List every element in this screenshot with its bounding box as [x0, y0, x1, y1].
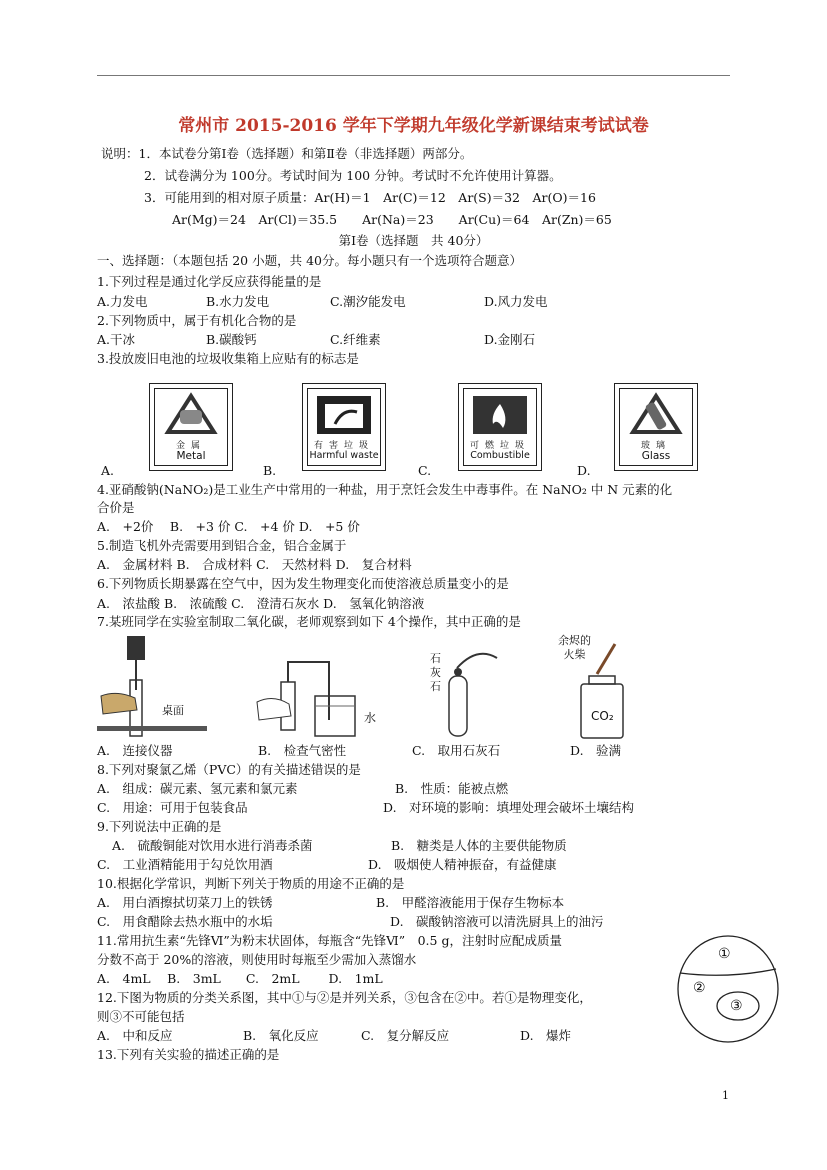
q2-option-b: B.碳酸钙: [206, 332, 257, 347]
q5-options: A. 金属材料 B. 合成材料 C. 天然材料 D. 复合材料: [97, 557, 412, 572]
q2-stem: 2.下列物质中，属于有机化合物的是: [97, 313, 297, 328]
q6-stem: 6.下列物质长期暴露在空气中，因为发生物理变化而使溶液总质量变小的是: [97, 576, 509, 591]
q7-option-b: B. 检查气密性: [258, 743, 347, 758]
figure-take-limestone: [449, 654, 497, 736]
exam-title: 常州市 2015-2016 学年下学期九年级化学新课结束考试试卷: [178, 116, 649, 136]
q3-letter-d: D.: [577, 463, 591, 478]
q2-option-c: C.纤维素: [330, 332, 381, 347]
q3-stem: 3.投放废旧电池的垃圾收集箱上应贴有的标志是: [97, 351, 359, 366]
sign-glass: [614, 383, 698, 471]
sign-combustible-cn: 可燃垃圾: [469, 441, 530, 451]
q5-stem: 5.制造飞机外壳需要用到铝合金，铝合金属于: [97, 538, 347, 553]
circle-label-3: ③: [730, 998, 743, 1014]
q7-option-c: C. 取用石灰石: [412, 743, 501, 758]
q3-letter-a: A.: [101, 463, 115, 478]
q7-option-d: D. 验满: [570, 743, 622, 758]
q4-options: A. +2价 B. +3 价 C. +4 价 D. +5 价: [97, 519, 360, 534]
q1-option-d: D.风力发电: [484, 294, 548, 309]
q10-option-d: D. 碳酸钠溶液可以清洗厨具上的油污: [390, 914, 604, 929]
q8-option-d: D. 对环境的影响：填埋处理会破坏土壤结构: [383, 800, 635, 815]
q12-option-c: C. 复分解反应: [361, 1028, 450, 1043]
note-4: Ar(Mg)＝24 Ar(Cl)＝35.5 Ar(Na)＝23 Ar(Cu)＝64 Ar(Zn)＝65: [172, 212, 612, 227]
q10-option-a: A. 用白酒擦拭切菜刀上的铁锈: [97, 895, 273, 910]
circle-label-1: ①: [718, 946, 731, 962]
q10-option-c: C. 用食醋除去热水瓶中的水垢: [97, 914, 273, 929]
note-3: 3．可能用到的相对原子质量：Ar(H)＝1 Ar(C)＝12 Ar(S)＝32 Ar(O)＝16: [144, 190, 596, 205]
q1-option-b: B.水力发电: [206, 294, 270, 309]
q12-line1: 12.下图为物质的分类关系图，其中①与②是并列关系，③包含在②中。若①是物理变化，: [97, 990, 592, 1005]
q3-letter-c: C.: [418, 463, 432, 478]
section-intro: 一、选择题：（本题包括 20 小题，共 40分。每小题只有一个选项符合题意）: [97, 253, 522, 268]
q2-option-d: D.金刚石: [484, 332, 536, 347]
recycle-metal-icon: [150, 384, 232, 440]
figure-connect-apparatus: [97, 636, 207, 736]
sign-harmful: [302, 383, 386, 471]
sign-metal-en: Metal: [176, 450, 206, 462]
sign-harmful-en: Harmful waste: [309, 450, 379, 461]
q7-stem: 7.某班同学在实验室制取二氧化碳，老师观察到如下 4个操作，其中正确的是: [97, 614, 521, 629]
q4-line1: 4.亚硝酸钠(NaNO₂)是工业生产中常用的一种盐，用于烹饪会发生中毒事件。在 NaNO₂ 中 N 元素的化: [97, 482, 673, 497]
q7-label-splint: 余烬的 火柴: [558, 634, 591, 661]
q2-option-a: A.干冰: [97, 332, 136, 347]
q12-option-a: A. 中和反应: [97, 1028, 173, 1043]
q7-label-desk: 桌面: [162, 704, 184, 717]
q1-option-c: C.潮汐能发电: [330, 294, 406, 309]
header-rule: [97, 75, 730, 76]
q10-option-b: B. 甲醛溶液能用于保存生物标本: [376, 895, 565, 910]
recycle-glass-icon: [615, 384, 697, 440]
sign-combustible: [458, 383, 542, 471]
q11-line1: 11.常用抗生素“先锋Ⅵ”为粉末状固体，每瓶含“先锋Ⅵ” 0.5 g，注射时应配成质量: [97, 933, 562, 948]
q11-options: A. 4mL B. 3mL C. 2mL D. 1mL: [97, 971, 383, 986]
q8-stem: 8.下列对聚氯乙烯（PVC）的有关描述错误的是: [97, 762, 361, 777]
q7-label-co2: CO₂: [591, 709, 614, 723]
q1-stem: 1.下列过程是通过化学反应获得能量的是: [97, 274, 322, 289]
page-number: 1: [722, 1089, 729, 1102]
q10-stem: 10.根据化学常识，判断下列关于物质的用途不正确的是: [97, 876, 405, 891]
q13-stem: 13.下列有关实验的描述正确的是: [97, 1047, 280, 1062]
q12-line2: 则③不可能包括: [97, 1009, 185, 1024]
q9-option-d: D. 吸烟使人精神振奋，有益健康: [368, 857, 557, 872]
sign-glass-en: Glass: [641, 450, 671, 462]
q6-options: A. 浓盐酸 B. 浓硫酸 C. 澄清石灰水 D. 氢氧化钠溶液: [97, 596, 425, 611]
q4-line2: 合价是: [97, 500, 135, 515]
q12-option-b: B. 氧化反应: [243, 1028, 319, 1043]
note-1: 说明：1．本试卷分第Ⅰ卷（选择题）和第Ⅱ卷（非选择题）两部分。: [101, 146, 473, 161]
section-title: 第Ⅰ卷（选择题 共 40分）: [338, 233, 489, 248]
combustible-waste-icon: [459, 384, 541, 440]
q3-letter-b: B.: [263, 463, 277, 478]
q11-line2: 分数不高于 20%的溶液，则使用时每瓶至少需加入蒸馏水: [97, 952, 417, 967]
q1-option-a: A.力发电: [97, 294, 148, 309]
sign-glass-cn: 玻璃: [640, 441, 671, 451]
q9-option-c: C. 工业酒精能用于勾兑饮用酒: [97, 857, 273, 872]
q12-option-d: D. 爆炸: [520, 1028, 572, 1043]
q8-option-c: C. 用途：可用于包装食品: [97, 800, 248, 815]
q8-option-b: B. 性质：能被点燃: [395, 781, 509, 796]
sign-metal: [149, 383, 233, 471]
harmful-waste-icon: [303, 384, 385, 440]
q9-option-b: B. 糖类是人体的主要供能物质: [391, 838, 567, 853]
q7-label-limestone: 石 灰 石: [430, 652, 441, 693]
note-2: 2．试卷满分为 100分。考试时间为 100 分钟。考试时不允许使用计算器。: [144, 168, 562, 183]
sign-combustible-en: Combustible: [470, 450, 530, 461]
figure-check-airtightness: [257, 662, 355, 736]
q8-option-a: A. 组成：碳元素、氢元素和氯元素: [97, 781, 298, 796]
q7-option-a: A. 连接仪器: [97, 743, 173, 758]
sign-metal-cn: 金属: [175, 441, 206, 451]
q9-stem: 9.下列说法中正确的是: [97, 819, 222, 834]
circle-label-2: ②: [693, 980, 706, 996]
sign-harmful-cn: 有害垃圾: [313, 441, 374, 451]
q9-option-a: A. 硫酸铜能对饮用水进行消毒杀菌: [112, 838, 313, 853]
q7-label-water: 水: [364, 711, 377, 725]
